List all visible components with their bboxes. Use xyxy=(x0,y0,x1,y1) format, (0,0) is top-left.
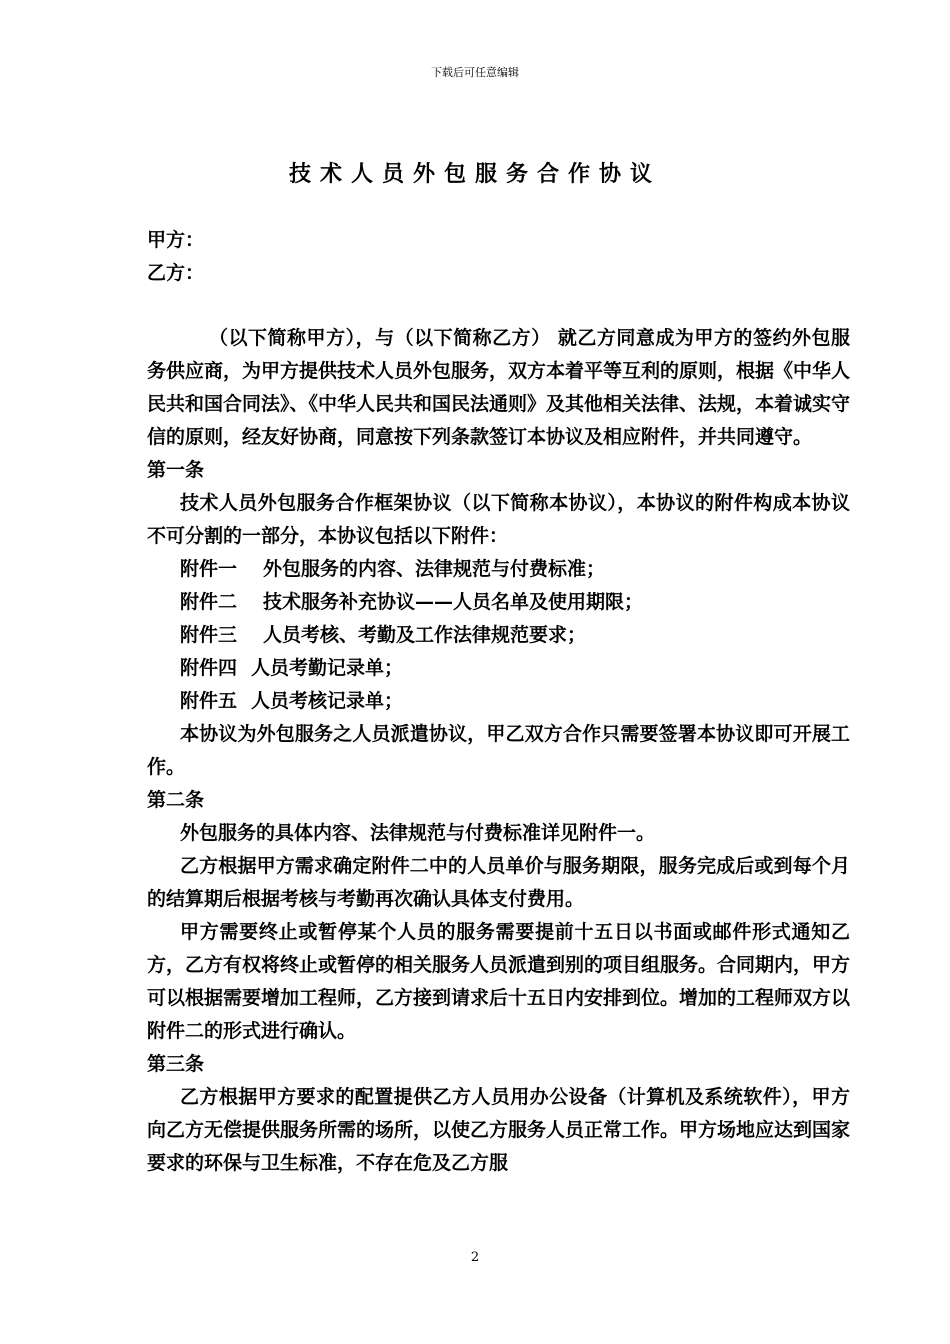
attachment-item xyxy=(147,553,850,586)
party-a-label: 甲方： xyxy=(147,229,205,251)
attachment-text: 人员考核、考勤及工作法律规范要求； xyxy=(263,624,587,646)
attachment-text: 外包服务的内容、法律规范与付费标准； xyxy=(263,558,606,580)
article-1-paragraph-1: 技术人员外包服务合作框架协议（以下简称本协议），本协议的附件构成本协议不可分割的一部分，本协议包括以下附件： xyxy=(147,492,850,547)
article-3-heading: 第三条 xyxy=(147,1053,205,1075)
intro-paragraph: （以下简称甲方），与（以下简称乙方） 就乙方同意成为甲方的签约外包服务供应商，为甲方提供技术人员外包服务，双方本着平等互利的原则，根据《中华人民共和国合同法》、《中华人民共和国民法通则》及其他相关法律、法规，本着诚实守信的原则，经友好协商，同意按下列条款签订本协议及相应附件，并共同遵守。 xyxy=(147,327,851,448)
article-1-heading: 第一条 xyxy=(147,459,205,481)
article-2-heading: 第二条 xyxy=(147,789,205,811)
document-body xyxy=(147,224,850,1180)
attachment-item xyxy=(147,652,850,685)
attachment-text: 人员考勤记录单； xyxy=(251,657,404,679)
attachment-label: 附件五 xyxy=(180,690,238,712)
attachment-label: 附件二 xyxy=(180,591,238,613)
spacer xyxy=(147,290,850,322)
attachment-text: 技术服务补充协议——人员名单及使用期限； xyxy=(263,591,644,613)
attachment-label: 附件四 xyxy=(180,657,238,679)
attachment-label: 附件三 xyxy=(180,624,238,646)
attachment-item xyxy=(147,586,850,619)
attachment-label: 附件一 xyxy=(180,558,238,580)
article-2-paragraph-2: 乙方根据甲方需求确定附件二中的人员单价与服务期限，服务完成后或到每个月的结算期后根据考核与考勤再次确认具体支付费用。 xyxy=(147,855,850,910)
document-title: 技术人员外包服务合作协议 xyxy=(288,161,661,187)
article-2-paragraph-1: 外包服务的具体内容、法律规范与付费标准详见附件一。 xyxy=(180,822,656,844)
attachment-item xyxy=(147,685,850,718)
attachment-text: 人员考核记录单； xyxy=(251,690,404,712)
page-header-note: 下载后可任意编辑 xyxy=(431,66,519,79)
party-b-label: 乙方： xyxy=(147,262,205,284)
article-3-paragraph-1: 乙方根据甲方要求的配置提供乙方人员用办公设备（计算机及系统软件），甲方向乙方无偿提供服务所需的场所，以使乙方服务人员正常工作。甲方场地应达到国家要求的环保与卫生标准，不存在危及乙方服 xyxy=(147,1086,851,1174)
article-1-paragraph-2: 本协议为外包服务之人员派遣协议，甲乙双方合作只需要签署本协议即可开展工作。 xyxy=(147,723,850,778)
page-number: 2 xyxy=(470,1250,480,1265)
attachment-item xyxy=(147,619,850,652)
article-2-paragraph-3: 甲方需要终止或暂停某个人员的服务需要提前十五日以书面或邮件形式通知乙方，乙方有权将终止或暂停的相关服务人员派遣到别的项目组服务。合同期内，甲方可以根据需要增加工程师，乙方接到请求后十五日内安排到位。增加的工程师双方以附件二的形式进行确认。 xyxy=(147,921,851,1042)
